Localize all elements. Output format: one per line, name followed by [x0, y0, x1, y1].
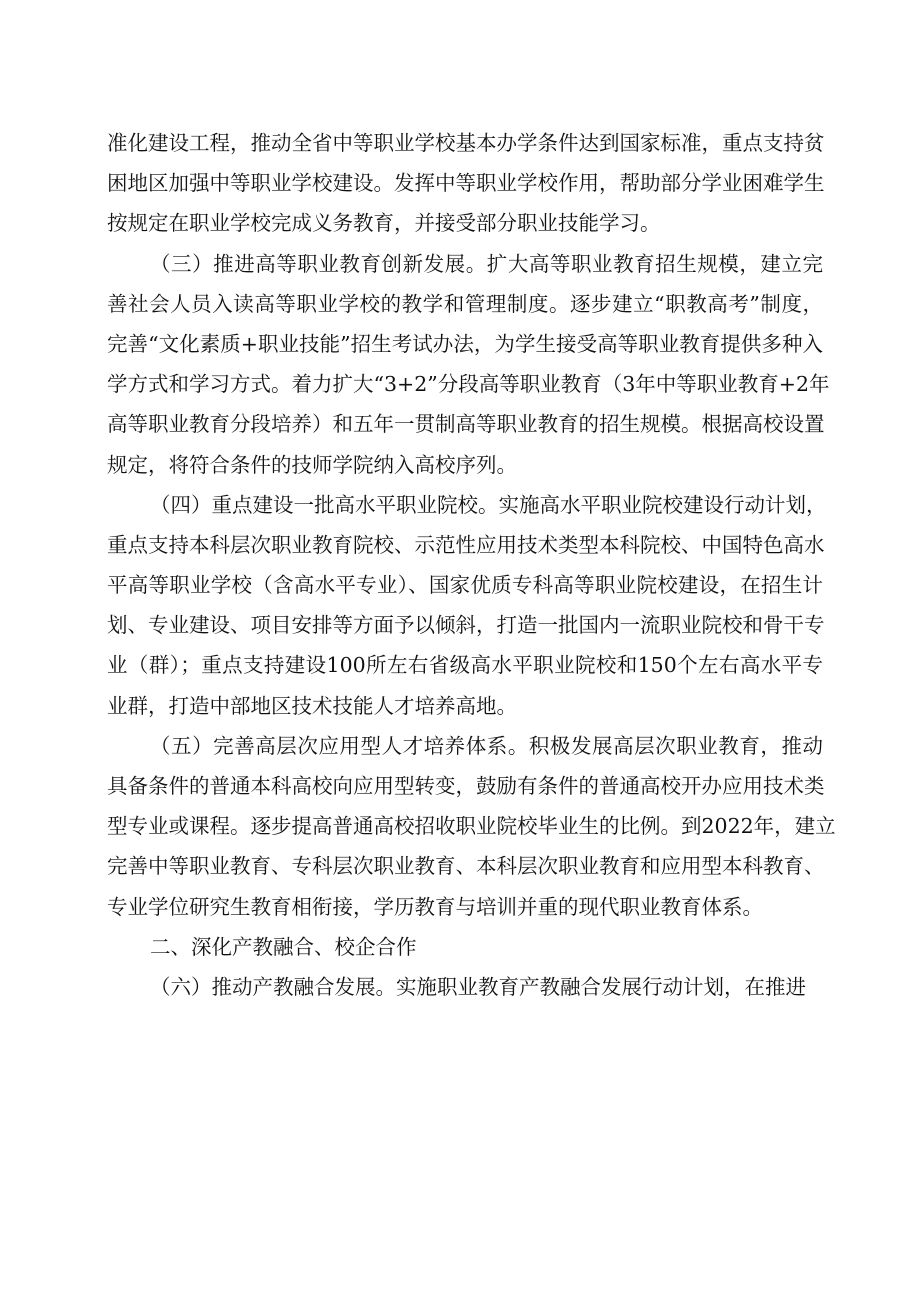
text-line: 二、深化产教融合、校企合作: [150, 934, 417, 959]
paragraph: [107, 244, 830, 485]
document-body: [107, 123, 836, 1007]
text-line: 业群，打造中部地区技术技能人才培养高地。: [107, 693, 517, 718]
paragraph: [107, 123, 823, 244]
text-line: 准化建设工程，推动全省中等职业学校基本办学条件达到国家标准，重点支持贫: [107, 131, 825, 155]
text-line: 规定，将符合条件的技师学院纳入高校序列。: [107, 452, 517, 477]
text-line: 完善“文化素质+职业技能”招生考试办法，为学生接受高等职业教育提供多种入: [107, 331, 823, 356]
text-line: 型专业或课程。逐步提高普通高校招收职业院校毕业生的比例。到2022年，建立: [107, 814, 836, 839]
text-line: （五）完善高层次应用型人才培养体系。积极发展高层次职业教育，推动: [150, 733, 823, 758]
text-line: 按规定在职业学校完成义务教育，并接受部分职业技能学习。: [107, 211, 661, 236]
text-line: 困地区加强中等职业学校建设。发挥中等职业学校作用，帮助部分学业困难学生: [107, 171, 825, 196]
text-line: （四）重点建设一批高水平职业院校。实施高水平职业院校建设行动计划，: [150, 492, 827, 517]
text-line: 专业学位研究生教育相衔接，学历教育与培训并重的现代职业教育体系。: [107, 894, 763, 919]
paragraph: [107, 967, 823, 1007]
text-line: （六）推动产教融合发展。实施职业教育产教融合发展行动计划，在推进: [150, 974, 806, 999]
text-line: 高等职业教育分段培养）和五年一贯制高等职业教育的招生规模。根据高校设置: [107, 412, 825, 437]
text-line: 划、专业建设、项目安排等方面予以倾斜，打造一批国内一流职业院校和骨干专: [107, 613, 825, 638]
text-line: 平高等职业学校（含高水平专业）、国家优质专科高等职业院校建设，在招生计: [107, 573, 823, 598]
text-line: 具备条件的普通本科高校向应用型转变，鼓励有条件的普通高校开办应用技术类: [107, 774, 825, 798]
text-line: 业（群）；重点支持建设100所左右省级高水平职业院校和150个左右高水平专: [107, 653, 823, 678]
text-line: 完善中等职业教育、专科层次职业教育、本科层次职业教育和应用型本科教育、: [107, 854, 825, 879]
text-line: 学方式和学习方式。着力扩大“3+2”分段高等职业教育（3年中等职业教育+2年: [107, 372, 830, 397]
paragraph: [107, 927, 823, 967]
paragraph: [107, 726, 836, 927]
text-line: （三）推进高等职业教育创新发展。扩大高等职业教育招生规模，建立完: [150, 251, 823, 276]
text-line: 善社会人员入读高等职业学校的教学和管理制度。逐步建立“职教高考”制度，: [107, 291, 823, 316]
paragraph: [107, 485, 827, 726]
text-line: 重点支持本科层次职业教育院校、示范性应用技术类型本科院校、中国特色高水: [107, 532, 825, 557]
